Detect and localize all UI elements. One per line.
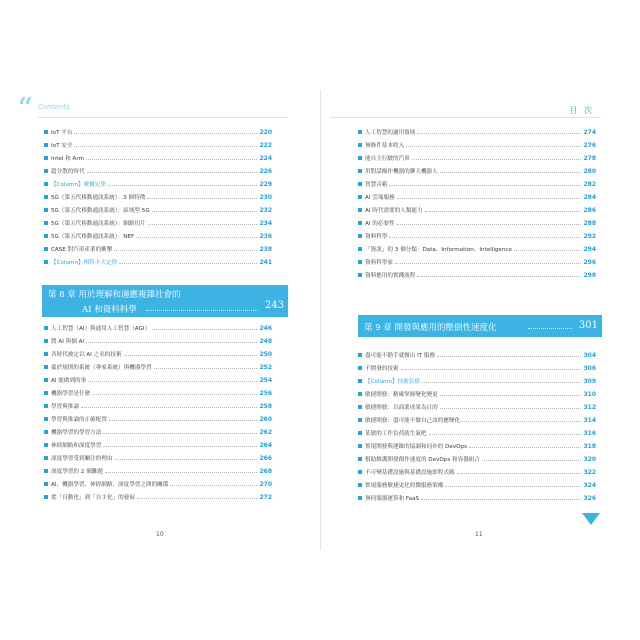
toc-entry-page: 270: [259, 480, 272, 488]
toc-entry[interactable]: [44, 127, 272, 137]
toc-entry-title: AI 時代需要的人類能力: [365, 208, 423, 214]
toc-entry[interactable]: [358, 389, 596, 399]
toc-entry[interactable]: [44, 257, 272, 267]
toc-entry[interactable]: [358, 363, 596, 373]
toc-entry-title: 資料科學: [365, 234, 388, 240]
toc-entry-title: IoT 平台: [51, 130, 73, 136]
toc-entry-page: 272: [259, 493, 272, 501]
toc-entry-page: 254: [259, 376, 272, 384]
toc-entry[interactable]: [358, 270, 596, 280]
toc-entry-page: 304: [583, 351, 596, 359]
toc-entry-page: 268: [259, 467, 272, 475]
leader-dots: [88, 381, 257, 382]
toc-entry-title: 深度學習的 2 個難題: [51, 469, 103, 475]
leader-dots: [108, 185, 257, 186]
leader-dots: [152, 329, 257, 330]
leader-dots: [401, 369, 582, 370]
toc-entry[interactable]: [358, 218, 596, 228]
toc-entry-page: 310: [583, 390, 596, 398]
bullet-icon: [44, 417, 48, 421]
toc-entry-title: AI、機器學習、神經網路、深度學習之間的關係: [51, 482, 169, 488]
toc-entry[interactable]: [44, 323, 272, 333]
bullet-icon: [358, 431, 362, 435]
toc-entry-title: 【Column】梅特卡夫定律: [51, 260, 118, 266]
toc-entry-page: 222: [259, 141, 272, 149]
leader-dots: [445, 486, 581, 487]
bullet-icon: [44, 365, 48, 369]
bullet-icon: [44, 156, 48, 160]
toc-entry-page: 274: [583, 128, 596, 136]
toc-entry-page: 276: [583, 141, 596, 149]
toc-entry[interactable]: [358, 454, 596, 464]
bullet-icon: [44, 143, 48, 147]
toc-entry-title: 學習與推論: [51, 404, 79, 410]
toc-entry[interactable]: [44, 166, 272, 176]
bullet-icon: [44, 234, 48, 238]
toc-entry[interactable]: [44, 375, 272, 385]
toc-entry-page: 298: [583, 271, 596, 279]
leader-dots: [154, 368, 258, 369]
bullet-icon: [44, 495, 48, 499]
left-page: [18, 95, 290, 545]
toc-entry-page: 306: [583, 364, 596, 372]
bullet-icon: [358, 221, 362, 225]
leader-dots: [440, 408, 582, 409]
toc-entry-page: 314: [583, 416, 596, 424]
bullet-icon: [358, 156, 362, 160]
leader-dots: [412, 159, 582, 160]
leader-dots: [152, 211, 258, 212]
leader-dots: [148, 224, 258, 225]
leader-dots: [115, 459, 258, 460]
toc-entry-title: 「資訊」的 3 個分類：Data、Information、Intelligence: [365, 247, 512, 253]
toc-entry-page: 250: [259, 350, 272, 358]
toc-entry[interactable]: [358, 480, 596, 490]
bullet-icon: [44, 443, 48, 447]
bullet-icon: [358, 195, 362, 199]
leader-dots: [397, 224, 582, 225]
toc-entry-page: 294: [583, 245, 596, 253]
bullet-icon: [358, 457, 362, 461]
toc-entry-title: AI 能做到的事: [51, 378, 87, 384]
leader-dots: [105, 472, 258, 473]
toc-entry[interactable]: [358, 127, 596, 137]
bullet-icon: [44, 456, 48, 460]
toc-entry-page: 284: [583, 193, 596, 201]
leader-dots: [462, 421, 581, 422]
toc-entry-title: 人工智慧（AI）與通用人工智慧（AGI）: [51, 326, 151, 332]
leader-dots: [74, 133, 257, 134]
toc-entry[interactable]: [358, 493, 596, 503]
page-number: 11: [475, 531, 483, 538]
chapter-8-banner[interactable]: [42, 285, 288, 317]
toc-entry-page: 324: [583, 481, 596, 489]
bullet-icon: [44, 391, 48, 395]
toc-entry-title: IoT 安全: [51, 143, 73, 149]
toc-entry-title: 盡可能不動手就做出 IT 服務: [365, 353, 436, 359]
chapter-page: 243: [264, 300, 284, 311]
leader-dots: [406, 146, 581, 147]
bullet-icon: [358, 208, 362, 212]
toc-entry-page: 312: [583, 403, 596, 411]
toc-entry[interactable]: [44, 244, 272, 254]
toc-entry-page: 220: [259, 128, 272, 136]
toc-entry-title: 用對話操作機器的聊天機器人: [365, 169, 438, 175]
toc-entry[interactable]: [44, 218, 272, 228]
leader-dots: [395, 263, 581, 264]
toc-entry-title: 5G（第五代移動通訊系統）：3 個特徵: [51, 195, 146, 201]
leader-dots: [81, 407, 257, 408]
toc-entry[interactable]: [358, 441, 596, 451]
leader-dots: [119, 263, 257, 264]
toc-entry[interactable]: [358, 350, 596, 360]
toc-entry-title: 5G（第五代移動通訊系統）：網路切片: [51, 221, 146, 227]
down-arrow-icon: [582, 513, 600, 525]
toc-entry-page: 232: [259, 206, 272, 214]
leader-dots: [86, 159, 257, 160]
toc-entry[interactable]: [44, 479, 272, 489]
toc-entry-page: 229: [259, 180, 272, 188]
toc-entry[interactable]: [358, 415, 596, 425]
toc-entry-page: 318: [583, 442, 596, 450]
toc-entry[interactable]: [358, 244, 596, 254]
leader-dots: [389, 237, 581, 238]
leader-dots: [417, 133, 581, 134]
leader-dots: [92, 394, 257, 395]
toc-entry-title: 資料科學家: [365, 260, 393, 266]
toc-entry-title: 無條件基本收入: [365, 143, 405, 149]
toc-entry-page: 236: [259, 232, 272, 240]
toc-entry[interactable]: [44, 349, 272, 359]
toc-entry[interactable]: [358, 166, 596, 176]
leader-dots: [457, 473, 582, 474]
toc-entry-page: 278: [583, 154, 596, 162]
toc-entry-title: 能自主行駛的汽車: [365, 156, 410, 162]
leader-dots: [421, 499, 581, 500]
toc-entry[interactable]: [358, 376, 596, 386]
bullet-icon: [44, 430, 48, 434]
chapter-title-line2: AI 和資料科學: [82, 305, 137, 315]
toc-entry-title: 幫助維護開發創作速度的 DevOps 和容器組合: [365, 457, 480, 463]
leader-dots: [425, 211, 582, 212]
bullet-icon: [44, 339, 48, 343]
toc-entry-page: 316: [583, 429, 596, 437]
bullet-icon: [44, 130, 48, 134]
bullet-icon: [358, 169, 362, 173]
bullet-icon: [358, 392, 362, 396]
toc-entry-page: 320: [583, 455, 596, 463]
leader-dots: [87, 172, 258, 173]
leader-dots: [469, 447, 581, 448]
toc-entry-page: 258: [259, 402, 272, 410]
leader-dots: [74, 146, 257, 147]
bullet-icon: [44, 221, 48, 225]
toc-entry-page: 266: [259, 454, 272, 462]
toc-entry-page: 292: [583, 232, 596, 240]
bullet-icon: [358, 182, 362, 186]
toc-entry[interactable]: [44, 192, 272, 202]
leader-dots: [103, 446, 257, 447]
toc-entry[interactable]: [358, 205, 596, 215]
toc-entry-title: 5G（第五代移動通訊系統）：區域型 5G: [51, 208, 150, 214]
chapter-title-line1: 第 9 章 開發與應用的壓倒性速度化: [364, 323, 497, 333]
bullet-icon: [44, 247, 48, 251]
bullet-icon: [358, 470, 362, 474]
toc-entry-page: 288: [583, 219, 596, 227]
bullet-icon: [358, 483, 362, 487]
chapter-leader: [528, 328, 572, 329]
toc-entry-title: 某敏的工作負荷就生氣吧: [365, 431, 427, 437]
bullet-icon: [358, 353, 362, 357]
toc-entry[interactable]: [44, 205, 272, 215]
bullet-icon: [358, 273, 362, 277]
toc-entry-title: 人工智慧的適用領域: [365, 130, 416, 136]
toc-entry-page: 252: [259, 363, 272, 371]
toc-entry-title: 將 AI 與個 AI: [51, 339, 85, 345]
leader-dots: [440, 172, 582, 173]
toc-entry-page: 296: [583, 258, 596, 266]
leader-dots: [429, 434, 582, 435]
bullet-icon: [358, 143, 362, 147]
toc-entry-title: 神經網路和深度學習: [51, 443, 102, 449]
page-number: 10: [156, 531, 164, 538]
leader-dots: [136, 237, 257, 238]
toc-entry-title: 【Column】摩爾定律: [51, 182, 106, 188]
toc-entry[interactable]: [44, 466, 272, 476]
toc-entry[interactable]: [358, 231, 596, 241]
leader-dots: [124, 355, 258, 356]
toc-entry-page: 280: [583, 167, 596, 175]
bullet-icon: [44, 195, 48, 199]
bullet-icon: [44, 260, 48, 264]
toc-entry-page: 326: [583, 494, 596, 502]
bullet-icon: [358, 444, 362, 448]
toc-entry-page: 256: [259, 389, 272, 397]
leader-dots: [103, 433, 257, 434]
toc-entry-page: 322: [583, 468, 596, 476]
book-spine: [320, 90, 321, 550]
chapter-title-line1: 第 8 章 用於理解和適應複雜社會的: [48, 290, 181, 300]
leader-dots: [397, 198, 582, 199]
toc-entry-title: 深度學習受到關注的理由: [51, 456, 113, 462]
toc-entry[interactable]: [44, 362, 272, 372]
toc-entry-title: 超分散的時代: [51, 169, 85, 175]
toc-entry-page: 248: [259, 337, 272, 345]
leader-dots: [147, 198, 257, 199]
toc-entry-title: 機器學習是什麼: [51, 391, 91, 397]
toc-entry[interactable]: [44, 427, 272, 437]
toc-entry[interactable]: [44, 336, 272, 346]
toc-entry[interactable]: [358, 402, 596, 412]
leader-dots: [417, 276, 581, 277]
toc-entry[interactable]: [44, 153, 272, 163]
mulu-label: 目 次: [569, 106, 594, 115]
toc-entry[interactable]: [358, 467, 596, 477]
leader-dots: [109, 420, 258, 421]
toc-entry-title: 不可變基礎設施與基礎設施即程式碼: [365, 470, 455, 476]
toc-entry-page: 241: [259, 258, 272, 266]
toc-entry[interactable]: [44, 492, 272, 502]
leader-dots: [86, 342, 257, 343]
toc-entry-title: 機器學習的學習方法: [51, 430, 102, 436]
leader-dots: [482, 460, 581, 461]
toc-entry[interactable]: [44, 414, 272, 424]
toc-entry-title: 無伺服器運算和 FaaS: [365, 496, 420, 502]
toc-entry-title: CASE 對汽車產業的衝擊: [51, 247, 113, 253]
bullet-icon: [358, 130, 362, 134]
toc-entry-title: 智慧音箱: [365, 182, 388, 188]
bullet-icon: [44, 469, 48, 473]
toc-entry-page: 226: [259, 167, 272, 175]
toc-entry-title: 學習與推論的正確配置: [51, 417, 107, 423]
bullet-icon: [358, 260, 362, 264]
chapter-9-banner[interactable]: [358, 315, 602, 337]
toc-entry-title: 從「自動化」到「自主化」的發展: [51, 495, 135, 501]
toc-entry-page: 260: [259, 415, 272, 423]
toc-entry-page: 264: [259, 441, 272, 449]
leader-dots: [137, 498, 258, 499]
toc-entry[interactable]: [44, 140, 272, 150]
toc-entry-title: Intel 和 Arm: [51, 156, 85, 162]
header-rule: [38, 117, 288, 118]
bullet-icon: [358, 496, 362, 500]
toc-entry[interactable]: [44, 440, 272, 450]
toc-entry[interactable]: [358, 428, 596, 438]
chapter-page: 301: [578, 320, 598, 331]
toc-entry-title: 實現開發與運維的協調和同步的 DevOps: [365, 444, 468, 450]
toc-entry[interactable]: [44, 231, 272, 241]
toc-entry[interactable]: [44, 179, 272, 189]
toc-entry-page: 282: [583, 180, 596, 188]
toc-entry-title: 【Column】技術負債: [365, 379, 420, 385]
toc-entry-page: 309: [583, 377, 596, 385]
contents-label: Contents: [38, 103, 70, 111]
leader-dots: [437, 356, 581, 357]
toc-entry-title: 5G（第五代移動通訊系統）：NEF: [51, 234, 135, 240]
bullet-icon: [358, 366, 362, 370]
leader-dots: [514, 250, 582, 251]
bullet-icon: [44, 482, 48, 486]
toc-entry[interactable]: [44, 401, 272, 411]
bullet-icon: [44, 169, 48, 173]
toc-entry-title: 實現服務敏捷更化的微服務架構: [365, 483, 444, 489]
header-rule: [330, 117, 600, 118]
quote-mark-icon: “: [18, 93, 30, 123]
toc-entry[interactable]: [358, 140, 596, 150]
right-page: [330, 95, 602, 545]
bullet-icon: [358, 405, 362, 409]
toc-entry-page: 224: [259, 154, 272, 162]
toc-entry-title: 敏捷開發：盡可能不做自己該的應變化: [365, 418, 461, 424]
leader-dots: [422, 382, 581, 383]
bullet-icon: [358, 379, 362, 383]
toc-entry[interactable]: [358, 192, 596, 202]
toc-entry[interactable]: [44, 453, 272, 463]
toc-entry-title: AI 的必要性: [365, 221, 395, 227]
toc-entry[interactable]: [358, 179, 596, 189]
toc-entry-title: 各時代被定以 AI 之名的技術: [51, 352, 122, 358]
leader-dots: [170, 485, 257, 486]
toc-entry-page: 238: [259, 245, 272, 253]
toc-entry[interactable]: [358, 153, 596, 163]
toc-entry-title: 憂於規則的系統（專家系統）與機器學習: [51, 365, 152, 371]
toc-entry-title: 敏捷開發：以商業成果為目的: [365, 405, 438, 411]
bullet-icon: [44, 404, 48, 408]
bullet-icon: [44, 182, 48, 186]
toc-entry[interactable]: [358, 257, 596, 267]
bullet-icon: [44, 352, 48, 356]
bullet-icon: [44, 326, 48, 330]
bullet-icon: [358, 234, 362, 238]
toc-entry-title: 資料應用的實踐流程: [365, 273, 416, 279]
leader-dots: [114, 250, 257, 251]
leader-dots: [389, 185, 581, 186]
toc-entry-title: 敏捷開發：精確掌握變化變更: [365, 392, 438, 398]
toc-entry-title: 不開發的技術: [365, 366, 399, 372]
toc-entry-page: 286: [583, 206, 596, 214]
toc-entry[interactable]: [44, 388, 272, 398]
toc-entry-page: 262: [259, 428, 272, 436]
bullet-icon: [44, 378, 48, 382]
toc-entry-page: 230: [259, 193, 272, 201]
toc-entry-page: 246: [259, 324, 272, 332]
bullet-icon: [44, 208, 48, 212]
toc-entry-title: AI 雲端服務: [365, 195, 395, 201]
toc-entry-page: 234: [259, 219, 272, 227]
bullet-icon: [358, 418, 362, 422]
bullet-icon: [358, 247, 362, 251]
leader-dots: [440, 395, 582, 396]
chapter-leader: [146, 310, 258, 311]
